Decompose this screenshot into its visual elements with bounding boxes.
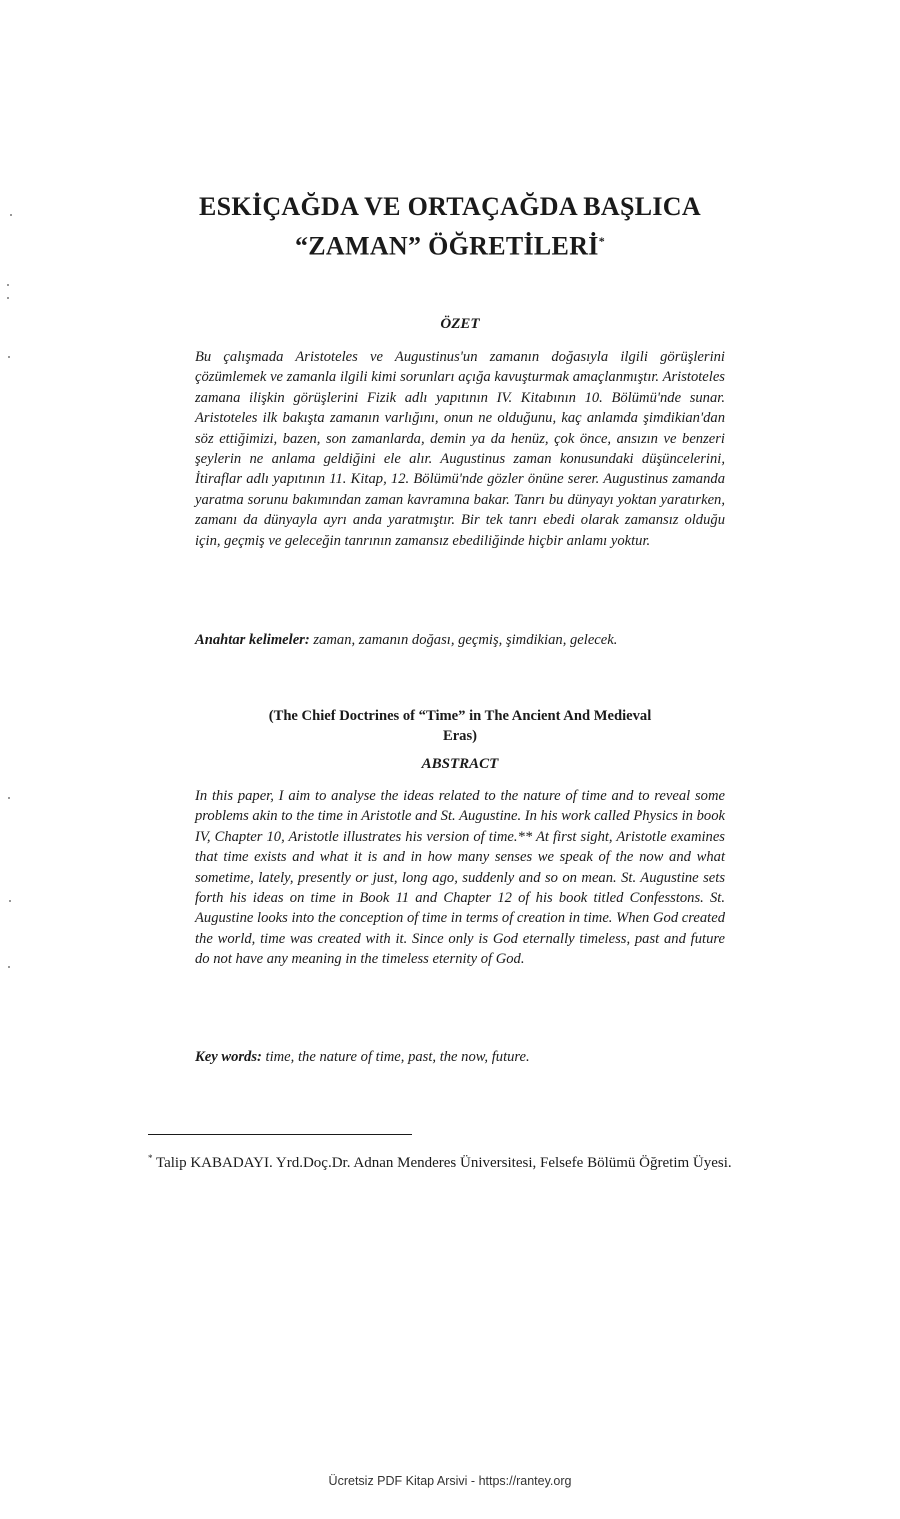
english-title-line-2: Eras): [442, 728, 478, 744]
ozet-heading: ÖZET: [440, 316, 480, 332]
abstract-keywords-text: time, the nature of time, past, the now, future.: [261, 1049, 530, 1065]
abstract-paragraph: In this paper, I aim to analyse the ideas related to the nature of time and to reveal some problems akin to the time in Aristotle and St. Augustine. In his work called Physics in book IV, Chapter 10, Aristotle illustrates his version of time.** At first sight, Aristotle examines that time exists and what it is and in how many senses we speak of the now and what sometime, lately, presently or just, long ago, suddenly and so on mean. St. Augustine sets forth his ideas on time in Book 11 and Chapter 12 of his book titled Confesstons. St. Augustine looks into the conception of time in terms of creation in time. When God created the world, time was created with it. Since only is God eternally timeless, past and future do not have any meaning in the timeless eternity of God.: [195, 788, 725, 968]
scan-speck: [7, 284, 9, 286]
abstract-heading: ABSTRACT: [421, 756, 499, 772]
scan-speck: [7, 297, 9, 299]
watermark-text: Ücretsiz PDF Kitap Arsivi - https://rantey.org: [328, 1474, 572, 1488]
footnote: [148, 1147, 758, 1174]
article-title-line-2-text: “ZAMAN” ÖĞRETİLERİ: [294, 231, 599, 261]
abstract-keywords: [195, 1047, 725, 1067]
footnote-separator: [148, 1134, 412, 1135]
footnote-text: Talip KABADAYI. Yrd.Doç.Dr. Adnan Menderes Üniversitesi, Felsefe Bölümü Öğretim Üyesi.: [152, 1155, 732, 1171]
scan-speck: [8, 356, 10, 358]
scan-speck: [10, 214, 12, 216]
scan-speck: [9, 900, 11, 902]
ozet-keywords: [195, 630, 725, 650]
ozet-keywords-text: zaman, zamanın doğası, geçmiş, şimdikian, gelecek.: [309, 632, 618, 648]
footnote-mark: *: [148, 1153, 153, 1163]
article-title: [120, 190, 780, 264]
english-title: [195, 706, 725, 746]
title-footnote-mark: *: [598, 234, 606, 248]
scan-speck: [8, 797, 10, 799]
english-title-line-1: (The Chief Doctrines of “Time” in The Ancient And Medieval: [268, 708, 652, 724]
ozet-paragraph: Bu çalışmada Aristoteles ve Augustinus'un zamanın doğasıyla ilgili görüşlerini çözümlemek ve zamanla ilgili kimi sorunları açığa kavuşturmak amaçlanmıştır. Aristoteles zamana ilişkin görüşlerini Fizik adlı yapıtının IV. Kitabının 10. Bölümü'nde sunar. Aristoteles ilk bakışta zamanın varlığını, onun ne olduğunu, kaç anlamda şimdikian'dan söz ettiğimizi, bazen, son zamanlarda, demin ya da henüz, çok önce, ansızın ve benzeri şeylerin ne anlama geldiğini ele alır. Augustinus zaman konusundaki düşüncelerini, İtiraflar adlı yapıtının 11. Kitap, 12. Bölümü'nde gözler önüne serer. Augustinus zamanda yaratma sorunu bakımından zaman kavramına bakar. Tanrı bu dünyayı yoktan yaratırken, zamanı da dünyayla ayrı anda yaratmıştır. Bir tek tanrı ebedi olarak zamansız olduğu için, geçmiş ve geleceğin tanrının zamansız ebediliğinde hiçbir anlamı yoktur.: [195, 349, 725, 549]
ozet-keywords-label: Anahtar kelimeler:: [195, 632, 310, 648]
article-title-line-2: [120, 224, 780, 264]
scan-speck: [8, 966, 10, 968]
article-title-line-1: ESKİÇAĞDA VE ORTAÇAĞDA BAŞLICA: [199, 192, 701, 221]
abstract-keywords-label: Key words:: [195, 1049, 262, 1065]
